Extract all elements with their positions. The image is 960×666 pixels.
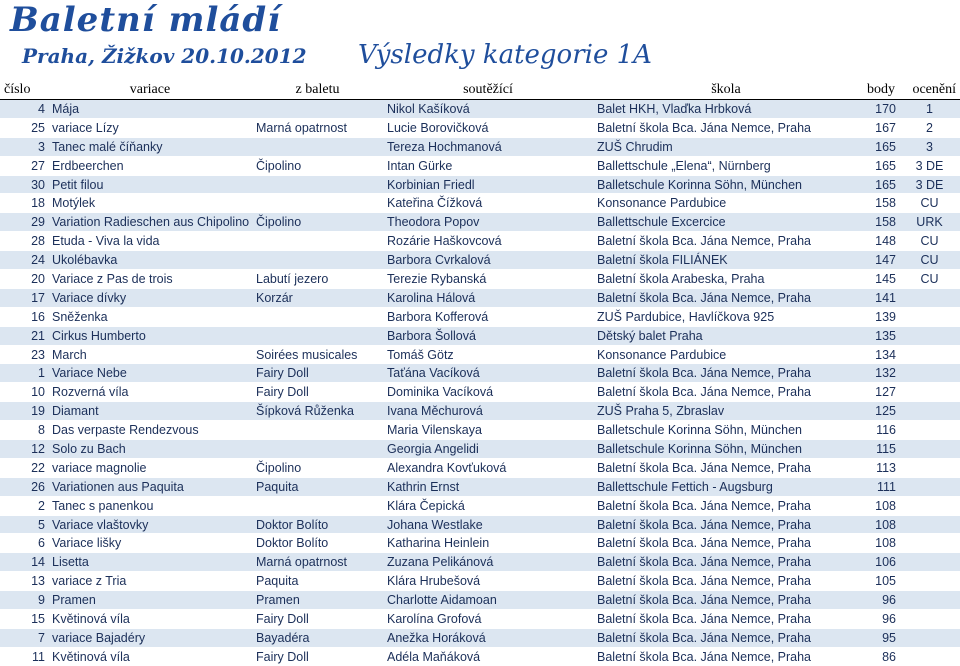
- cell-z-baletu: [252, 251, 383, 270]
- table-row: [0, 421, 960, 440]
- cell-body: 135: [859, 326, 899, 345]
- cell-oceneni: 1: [899, 100, 960, 119]
- cell-variace: Variace dívky: [48, 288, 252, 307]
- cell-oceneni: [899, 307, 960, 326]
- cell-skola: Konsonance Pardubice: [593, 345, 859, 364]
- cell-z-baletu: Fairy Doll: [252, 647, 383, 665]
- cell-soutezici: Dominika Vacíková: [383, 383, 593, 402]
- cell-body: 170: [859, 100, 899, 119]
- cell-skola: Baletní škola Bca. Jána Nemce, Praha: [593, 458, 859, 477]
- cell-z-baletu: [252, 194, 383, 213]
- cell-variace: Pramen: [48, 591, 252, 610]
- cell-soutezici: Alexandra Kovťuková: [383, 458, 593, 477]
- cell-z-baletu: Čipolino: [252, 156, 383, 175]
- cell-variace: Cirkus Humberto: [48, 326, 252, 345]
- cell-z-baletu: Šípková Růženka: [252, 402, 383, 421]
- cell-body: 148: [859, 232, 899, 251]
- cell-z-baletu: Pramen: [252, 591, 383, 610]
- cell-variace: March: [48, 345, 252, 364]
- cell-cislo: 24: [0, 251, 48, 270]
- cell-oceneni: [899, 610, 960, 629]
- table-row: [0, 647, 960, 665]
- table-row: [0, 364, 960, 383]
- table-row: [0, 213, 960, 232]
- cell-variace: Variace Nebe: [48, 364, 252, 383]
- cell-cislo: 29: [0, 213, 48, 232]
- cell-variace: Erdbeerchen: [48, 156, 252, 175]
- cell-z-baletu: Marná opatrnost: [252, 118, 383, 137]
- cell-z-baletu: Paquita: [252, 477, 383, 496]
- cell-body: 108: [859, 496, 899, 515]
- cell-oceneni: [899, 553, 960, 572]
- cell-cislo: 2: [0, 496, 48, 515]
- cell-skola: ZUŠ Pardubice, Havlíčkova 925: [593, 307, 859, 326]
- table-row: [0, 345, 960, 364]
- cell-z-baletu: Fairy Doll: [252, 610, 383, 629]
- table-row: [0, 477, 960, 496]
- cell-cislo: 26: [0, 477, 48, 496]
- col-header-skola: škola: [593, 81, 859, 100]
- cell-variace: variace Lízy: [48, 118, 252, 137]
- cell-soutezici: Taťána Vacíková: [383, 364, 593, 383]
- cell-cislo: 5: [0, 515, 48, 534]
- cell-variace: Tanec malé číňanky: [48, 137, 252, 156]
- cell-cislo: 17: [0, 288, 48, 307]
- cell-skola: Baletní škola Bca. Jána Nemce, Praha: [593, 534, 859, 553]
- cell-soutezici: Charlotte Aidamoan: [383, 591, 593, 610]
- cell-body: 111: [859, 477, 899, 496]
- cell-skola: Ballettschule Fettich - Augsburg: [593, 477, 859, 496]
- cell-variace: Variationen aus Paquita: [48, 477, 252, 496]
- cell-z-baletu: [252, 100, 383, 119]
- cell-soutezici: Barbora Šollová: [383, 326, 593, 345]
- table-row: [0, 572, 960, 591]
- cell-z-baletu: Marná opatrnost: [252, 553, 383, 572]
- cell-body: 145: [859, 270, 899, 289]
- cell-oceneni: [899, 326, 960, 345]
- table-row: [0, 270, 960, 289]
- cell-body: 127: [859, 383, 899, 402]
- cell-soutezici: Anežka Horáková: [383, 628, 593, 647]
- cell-cislo: 18: [0, 194, 48, 213]
- cell-skola: Baletní škola Bca. Jána Nemce, Praha: [593, 515, 859, 534]
- cell-oceneni: [899, 421, 960, 440]
- cell-cislo: 20: [0, 270, 48, 289]
- cell-variace: Ukolébavka: [48, 251, 252, 270]
- cell-oceneni: [899, 534, 960, 553]
- cell-z-baletu: Doktor Bolíto: [252, 534, 383, 553]
- cell-cislo: 4: [0, 100, 48, 119]
- cell-oceneni: [899, 364, 960, 383]
- col-header-body: body: [859, 81, 899, 100]
- cell-skola: Konsonance Pardubice: [593, 194, 859, 213]
- col-header-z-baletu: z baletu: [252, 81, 383, 100]
- category-title: Výsledky kategorie 1A: [358, 40, 652, 70]
- cell-variace: Lisetta: [48, 553, 252, 572]
- cell-body: 139: [859, 307, 899, 326]
- cell-cislo: 22: [0, 458, 48, 477]
- cell-variace: Květinová víla: [48, 647, 252, 665]
- cell-body: 96: [859, 591, 899, 610]
- cell-skola: ZUŠ Chrudim: [593, 137, 859, 156]
- cell-variace: Etuda - Viva la vida: [48, 232, 252, 251]
- cell-skola: Balletschule Korinna Söhn, München: [593, 440, 859, 459]
- cell-skola: Baletní škola Bca. Jána Nemce, Praha: [593, 496, 859, 515]
- cell-soutezici: Lucie Borovičková: [383, 118, 593, 137]
- cell-soutezici: Ivana Měchurová: [383, 402, 593, 421]
- cell-variace: Rozverná víla: [48, 383, 252, 402]
- cell-oceneni: [899, 591, 960, 610]
- cell-z-baletu: [252, 175, 383, 194]
- cell-soutezici: Barbora Kofferová: [383, 307, 593, 326]
- cell-variace: Variace lišky: [48, 534, 252, 553]
- table-row: [0, 100, 960, 119]
- col-header-soutezici: soutěžící: [383, 81, 593, 100]
- cell-oceneni: [899, 572, 960, 591]
- cell-oceneni: [899, 647, 960, 665]
- cell-skola: Baletní škola FILIÁNEK: [593, 251, 859, 270]
- cell-skola: Baletní škola Bca. Jána Nemce, Praha: [593, 591, 859, 610]
- cell-soutezici: Terezie Rybanská: [383, 270, 593, 289]
- cell-body: 86: [859, 647, 899, 665]
- cell-cislo: 10: [0, 383, 48, 402]
- table-row: [0, 402, 960, 421]
- cell-soutezici: Kathrin Ernst: [383, 477, 593, 496]
- cell-soutezici: Tereza Hochmanová: [383, 137, 593, 156]
- cell-oceneni: CU: [899, 194, 960, 213]
- cell-variace: Das verpaste Rendezvous: [48, 421, 252, 440]
- cell-body: 167: [859, 118, 899, 137]
- cell-soutezici: Georgia Angelidi: [383, 440, 593, 459]
- results-table: [0, 81, 960, 666]
- table-row: [0, 591, 960, 610]
- cell-soutezici: Rozárie Haškovcová: [383, 232, 593, 251]
- cell-oceneni: CU: [899, 232, 960, 251]
- cell-oceneni: [899, 496, 960, 515]
- cell-z-baletu: Bayadéra: [252, 628, 383, 647]
- cell-z-baletu: Labutí jezero: [252, 270, 383, 289]
- table-row: [0, 553, 960, 572]
- cell-skola: Baletní škola Bca. Jána Nemce, Praha: [593, 610, 859, 629]
- cell-body: 134: [859, 345, 899, 364]
- cell-oceneni: 2: [899, 118, 960, 137]
- cell-z-baletu: [252, 307, 383, 326]
- cell-variace: Variation Radieschen aus Chipolino: [48, 213, 252, 232]
- cell-cislo: 3: [0, 137, 48, 156]
- cell-soutezici: Karolina Hálová: [383, 288, 593, 307]
- table-row: [0, 288, 960, 307]
- cell-variace: variace magnolie: [48, 458, 252, 477]
- cell-body: 116: [859, 421, 899, 440]
- cell-variace: variace Bajadéry: [48, 628, 252, 647]
- cell-oceneni: [899, 402, 960, 421]
- table-row: [0, 307, 960, 326]
- table-header-row: [0, 81, 960, 100]
- col-header-variace: variace: [48, 81, 252, 100]
- table-row: [0, 458, 960, 477]
- cell-soutezici: Maria Vilenskaya: [383, 421, 593, 440]
- table-row: [0, 383, 960, 402]
- cell-variace: Sněženka: [48, 307, 252, 326]
- table-row: [0, 628, 960, 647]
- table-row: [0, 496, 960, 515]
- cell-cislo: 12: [0, 440, 48, 459]
- place-date: Praha, Žižkov 20.10.2012: [22, 44, 307, 68]
- cell-cislo: 13: [0, 572, 48, 591]
- col-header-oceneni: ocenění: [899, 81, 960, 100]
- table-row: [0, 326, 960, 345]
- cell-oceneni: 3: [899, 137, 960, 156]
- cell-soutezici: Adéla Maňáková: [383, 647, 593, 665]
- cell-oceneni: [899, 628, 960, 647]
- cell-variace: variace z Tria: [48, 572, 252, 591]
- cell-variace: Variace z Pas de trois: [48, 270, 252, 289]
- table-row: [0, 232, 960, 251]
- cell-body: 96: [859, 610, 899, 629]
- cell-z-baletu: Soirées musicales: [252, 345, 383, 364]
- cell-body: 113: [859, 458, 899, 477]
- cell-variace: Diamant: [48, 402, 252, 421]
- cell-skola: Balletschule Korinna Söhn, München: [593, 421, 859, 440]
- table-row: [0, 515, 960, 534]
- cell-oceneni: 3 DE: [899, 175, 960, 194]
- cell-cislo: 15: [0, 610, 48, 629]
- cell-body: 158: [859, 213, 899, 232]
- cell-cislo: 28: [0, 232, 48, 251]
- cell-z-baletu: [252, 421, 383, 440]
- cell-body: 141: [859, 288, 899, 307]
- table-row: [0, 610, 960, 629]
- cell-skola: Baletní škola Bca. Jána Nemce, Praha: [593, 232, 859, 251]
- cell-skola: Baletní škola Bca. Jána Nemce, Praha: [593, 118, 859, 137]
- cell-z-baletu: Čipolino: [252, 213, 383, 232]
- cell-z-baletu: [252, 440, 383, 459]
- cell-skola: Baletní škola Bca. Jána Nemce, Praha: [593, 383, 859, 402]
- table-row: [0, 440, 960, 459]
- cell-skola: ZUŠ Praha 5, Zbraslav: [593, 402, 859, 421]
- cell-cislo: 19: [0, 402, 48, 421]
- cell-soutezici: Intan Gürke: [383, 156, 593, 175]
- cell-skola: Balet HKH, Vlaďka Hrbková: [593, 100, 859, 119]
- cell-cislo: 11: [0, 647, 48, 665]
- cell-soutezici: Kateřina Čížková: [383, 194, 593, 213]
- cell-variace: Květinová víla: [48, 610, 252, 629]
- cell-oceneni: CU: [899, 251, 960, 270]
- cell-cislo: 30: [0, 175, 48, 194]
- cell-skola: Dětský balet Praha: [593, 326, 859, 345]
- cell-body: 115: [859, 440, 899, 459]
- cell-cislo: 27: [0, 156, 48, 175]
- cell-skola: Balletschule Korinna Söhn, München: [593, 175, 859, 194]
- cell-body: 108: [859, 515, 899, 534]
- table-row: [0, 534, 960, 553]
- cell-z-baletu: Korzár: [252, 288, 383, 307]
- cell-z-baletu: [252, 232, 383, 251]
- cell-z-baletu: Doktor Bolíto: [252, 515, 383, 534]
- cell-body: 165: [859, 137, 899, 156]
- cell-body: 95: [859, 628, 899, 647]
- cell-body: 106: [859, 553, 899, 572]
- cell-soutezici: Nikol Kašíková: [383, 100, 593, 119]
- table-row: [0, 156, 960, 175]
- cell-oceneni: [899, 345, 960, 364]
- cell-soutezici: Tomáš Götz: [383, 345, 593, 364]
- cell-skola: Baletní škola Bca. Jána Nemce, Praha: [593, 572, 859, 591]
- cell-soutezici: Johana Westlake: [383, 515, 593, 534]
- page-title: Baletní mládí: [10, 0, 282, 40]
- cell-oceneni: [899, 515, 960, 534]
- cell-variace: Variace vlaštovky: [48, 515, 252, 534]
- cell-skola: Ballettschule „Elena“, Nürnberg: [593, 156, 859, 175]
- cell-cislo: 16: [0, 307, 48, 326]
- cell-oceneni: URK: [899, 213, 960, 232]
- cell-soutezici: Korbinian Friedl: [383, 175, 593, 194]
- cell-skola: Baletní škola Bca. Jána Nemce, Praha: [593, 553, 859, 572]
- cell-body: 147: [859, 251, 899, 270]
- table-row: [0, 175, 960, 194]
- cell-cislo: 8: [0, 421, 48, 440]
- cell-skola: Baletní škola Bca. Jána Nemce, Praha: [593, 288, 859, 307]
- cell-variace: Petit filou: [48, 175, 252, 194]
- cell-z-baletu: Paquita: [252, 572, 383, 591]
- table-row: [0, 118, 960, 137]
- col-header-cislo: číslo: [0, 81, 48, 100]
- cell-variace: Motýlek: [48, 194, 252, 213]
- cell-soutezici: Barbora Cvrkalová: [383, 251, 593, 270]
- cell-variace: Solo zu Bach: [48, 440, 252, 459]
- cell-skola: Baletní škola Bca. Jána Nemce, Praha: [593, 628, 859, 647]
- cell-skola: Baletní škola Bca. Jána Nemce, Praha: [593, 647, 859, 665]
- cell-oceneni: CU: [899, 270, 960, 289]
- cell-variace: Mája: [48, 100, 252, 119]
- cell-cislo: 14: [0, 553, 48, 572]
- cell-cislo: 9: [0, 591, 48, 610]
- cell-variace: Tanec s panenkou: [48, 496, 252, 515]
- cell-z-baletu: Fairy Doll: [252, 364, 383, 383]
- cell-body: 125: [859, 402, 899, 421]
- cell-z-baletu: [252, 137, 383, 156]
- cell-body: 105: [859, 572, 899, 591]
- cell-body: 132: [859, 364, 899, 383]
- cell-z-baletu: [252, 496, 383, 515]
- cell-cislo: 25: [0, 118, 48, 137]
- cell-oceneni: [899, 288, 960, 307]
- cell-cislo: 6: [0, 534, 48, 553]
- cell-body: 158: [859, 194, 899, 213]
- cell-oceneni: [899, 458, 960, 477]
- cell-soutezici: Klára Hrubešová: [383, 572, 593, 591]
- cell-cislo: 23: [0, 345, 48, 364]
- cell-soutezici: Zuzana Pelikánová: [383, 553, 593, 572]
- cell-body: 165: [859, 156, 899, 175]
- cell-soutezici: Theodora Popov: [383, 213, 593, 232]
- table-row: [0, 251, 960, 270]
- cell-oceneni: [899, 383, 960, 402]
- cell-skola: Baletní škola Arabeska, Praha: [593, 270, 859, 289]
- cell-soutezici: Karolína Grofová: [383, 610, 593, 629]
- cell-soutezici: Katharina Heinlein: [383, 534, 593, 553]
- cell-skola: Baletní škola Bca. Jána Nemce, Praha: [593, 364, 859, 383]
- table-row: [0, 137, 960, 156]
- cell-oceneni: 3 DE: [899, 156, 960, 175]
- cell-cislo: 1: [0, 364, 48, 383]
- cell-z-baletu: Čipolino: [252, 458, 383, 477]
- cell-body: 108: [859, 534, 899, 553]
- cell-soutezici: Klára Čepická: [383, 496, 593, 515]
- cell-cislo: 21: [0, 326, 48, 345]
- cell-oceneni: [899, 440, 960, 459]
- cell-skola: Ballettschule Excercice: [593, 213, 859, 232]
- table-row: [0, 194, 960, 213]
- cell-z-baletu: Fairy Doll: [252, 383, 383, 402]
- cell-cislo: 7: [0, 628, 48, 647]
- cell-oceneni: [899, 477, 960, 496]
- cell-body: 165: [859, 175, 899, 194]
- cell-z-baletu: [252, 326, 383, 345]
